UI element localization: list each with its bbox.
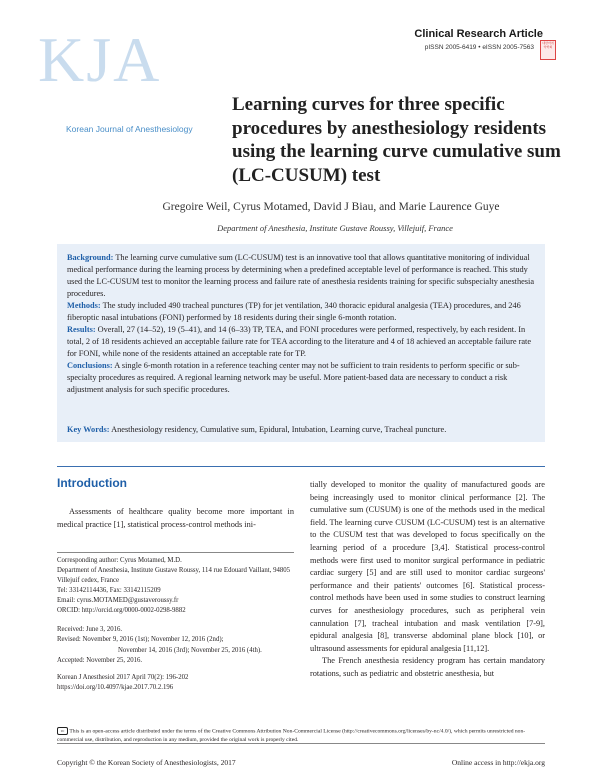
footnote-divider bbox=[57, 552, 294, 553]
author-email: Email: cyrus.MOTAMED@gustaveroussy.fr bbox=[57, 597, 179, 604]
affiliation: Department of Anesthesia, Institute Gustave Roussy, Villejuif, France bbox=[217, 223, 453, 233]
corresponding-author: Corresponding author: Cyrus Motamed, M.D. bbox=[57, 557, 182, 564]
introduction-heading: Introduction bbox=[57, 476, 127, 490]
keywords bbox=[67, 424, 537, 436]
intro-left-paragraph: Assessments of healthcare quality become more important in medical practice [1], statistical process-control methods ini- bbox=[57, 507, 294, 529]
copyright: Copyright © the Korean Society of Anesthesiologists, 2017 bbox=[57, 758, 236, 767]
intro-left-column bbox=[57, 506, 294, 531]
license-text: This is an open-access article distributed under the terms of the Creative Commons Attribution Non-Commercial License (http://creativecommons.org/licenses/by-nc/4.0/), which permits unrestricted non-commercial use, distribution, and reproduction in any medium, provided the original work is properly cited. bbox=[57, 728, 526, 743]
methods-text: The study included 490 tracheal punctures (TP) for jet ventilation, 340 thoracic epidural analgesia (TEA) procedures, and 246 fiberoptic nasal intubations (FONI) performed by 18 residents during their single 6-month rotation. bbox=[67, 301, 521, 322]
keywords-label: Key Words: bbox=[67, 425, 110, 434]
conclusions-text: A single 6-month rotation in a reference teaching center may not be sufficient to train residents to perform specific or sub-specialty procedures as required. A regional learning network may be useful. More patient-based data are necessary to conduct a risk adjustment analysis for such specific procedures. bbox=[67, 361, 520, 394]
background-text: The learning curve cumulative sum (LC-CUSUM) test is an innovative tool that allows quantitative monitoring of individual medical performance during the learning process by determining when a predefined acceptable level of performance is reached. This study used the LC-CUSUM test to monitor the learning process and failure rate of anesthesia residents training for specific subspecialty anesthesia procedures. bbox=[67, 253, 535, 298]
revised-dates-1: Revised: November 9, 2016 (1st); November 12, 2016 (2nd); bbox=[57, 636, 224, 644]
article-type: Clinical Research Article bbox=[414, 28, 543, 40]
intro-right-paragraph-1: tially developed to monitor the quality of manufactured goods are being increasingly used to monitor clinical performance [2]. The cumulative sum (CUSUM) is one of the methods used in the medical field. The learning curve CUSUM (LC-CUSUM) test is an alternative to the CUSUM test that was developed to focus specifically on the learning period of a procedure [3,4]. Statistical process-control methods were first used to monitor surgical performance in pediatric cardiac surgery [5] and are still used to monitor cardiac surgeons' performance and their patients' outcomes [6]. Statistical process-control methods have been used in some studies to construct learning curves for anesthesiology procedures, such as peripheral vein cannulation [7], tracheal intubation and mask ventilation [7-9], epidural analgesia [8], transverse abdominal plane block [10], or ultrasound assessments for epidural analgesia [11,12]. bbox=[310, 480, 545, 653]
abstract-methods bbox=[67, 300, 537, 324]
abstract-background bbox=[67, 252, 537, 300]
results-label: Results: bbox=[67, 325, 96, 334]
intro-right-paragraph-2: The French anesthesia residency program has certain mandatory rotations, such as pediatric and obstetric anesthesia, but bbox=[310, 656, 545, 678]
abstract-results bbox=[67, 324, 537, 360]
journal-name: Korean Journal of Anesthesiology bbox=[66, 124, 193, 134]
received-date: Received: June 3, 2016. bbox=[57, 626, 123, 633]
author-address: Department of Anesthesia, Institute Gustave Roussy, 114 rue Edouard Vaillant, 94805 Villejuif cedex, France bbox=[57, 567, 291, 584]
authors: Gregoire Weil, Cyrus Motamed, David J Biau, and Marie Laurence Guye bbox=[162, 201, 500, 213]
article-title: Learning curves for three specific procedures by anesthesiology residents using the learning curve cumulative sum (LC-CUSUM) test bbox=[232, 94, 561, 186]
abstract-conclusions bbox=[67, 360, 537, 396]
journal-logo: KJA bbox=[38, 24, 162, 95]
accepted-date: Accepted: November 25, 2016. bbox=[57, 657, 143, 665]
citation bbox=[57, 673, 297, 694]
correspondence bbox=[57, 556, 297, 616]
author-phone: Tel: 33142114436, Fax: 33142115209 bbox=[57, 587, 161, 594]
article-dates bbox=[57, 625, 297, 667]
creative-commons-icon: cc bbox=[57, 727, 68, 735]
conclusions-label: Conclusions: bbox=[67, 361, 113, 370]
license-divider bbox=[57, 743, 545, 744]
revised-dates-2: November 14, 2016 (3rd); November 25, 2016 (4th). bbox=[118, 646, 262, 654]
abstract bbox=[67, 252, 537, 396]
society-emblem-icon bbox=[540, 40, 556, 60]
keywords-text: Anesthesiology residency, Cumulative sum, Epidural, Intubation, Learning curve, Tracheal puncture. bbox=[109, 425, 447, 434]
results-text: Overall, 27 (14–52), 19 (5–41), and 14 (6–33) TP, TEA, and FONI procedures were performed, respectively, by each resident. In total, 2 of 18 residents achieved an acceptable failure rate for TEA according to the literature and 4 of 18 achieved an acceptable failure rate for FONI, while none of the residents attained an acceptable rate for TP. bbox=[67, 325, 532, 358]
intro-right-column bbox=[310, 479, 545, 681]
author-orcid: ORCID: http://orcid.org/0000-0002-0298-9882 bbox=[57, 607, 186, 614]
background-label: Background: bbox=[67, 253, 114, 262]
online-access: Online access in http://ekja.org bbox=[451, 758, 545, 767]
license-notice bbox=[57, 727, 545, 744]
methods-label: Methods: bbox=[67, 301, 101, 310]
emblem-text: 대한마취약학회 bbox=[542, 41, 554, 49]
journal-citation: Korean J Anesthesiol 2017 April 70(2): 196-202 bbox=[57, 674, 189, 681]
section-divider bbox=[57, 466, 545, 467]
doi-link[interactable]: https://doi.org/10.4097/kjae.2017.70.2.196 bbox=[57, 684, 174, 692]
issn: pISSN 2005-6419 • eISSN 2005-7563 bbox=[424, 44, 534, 51]
